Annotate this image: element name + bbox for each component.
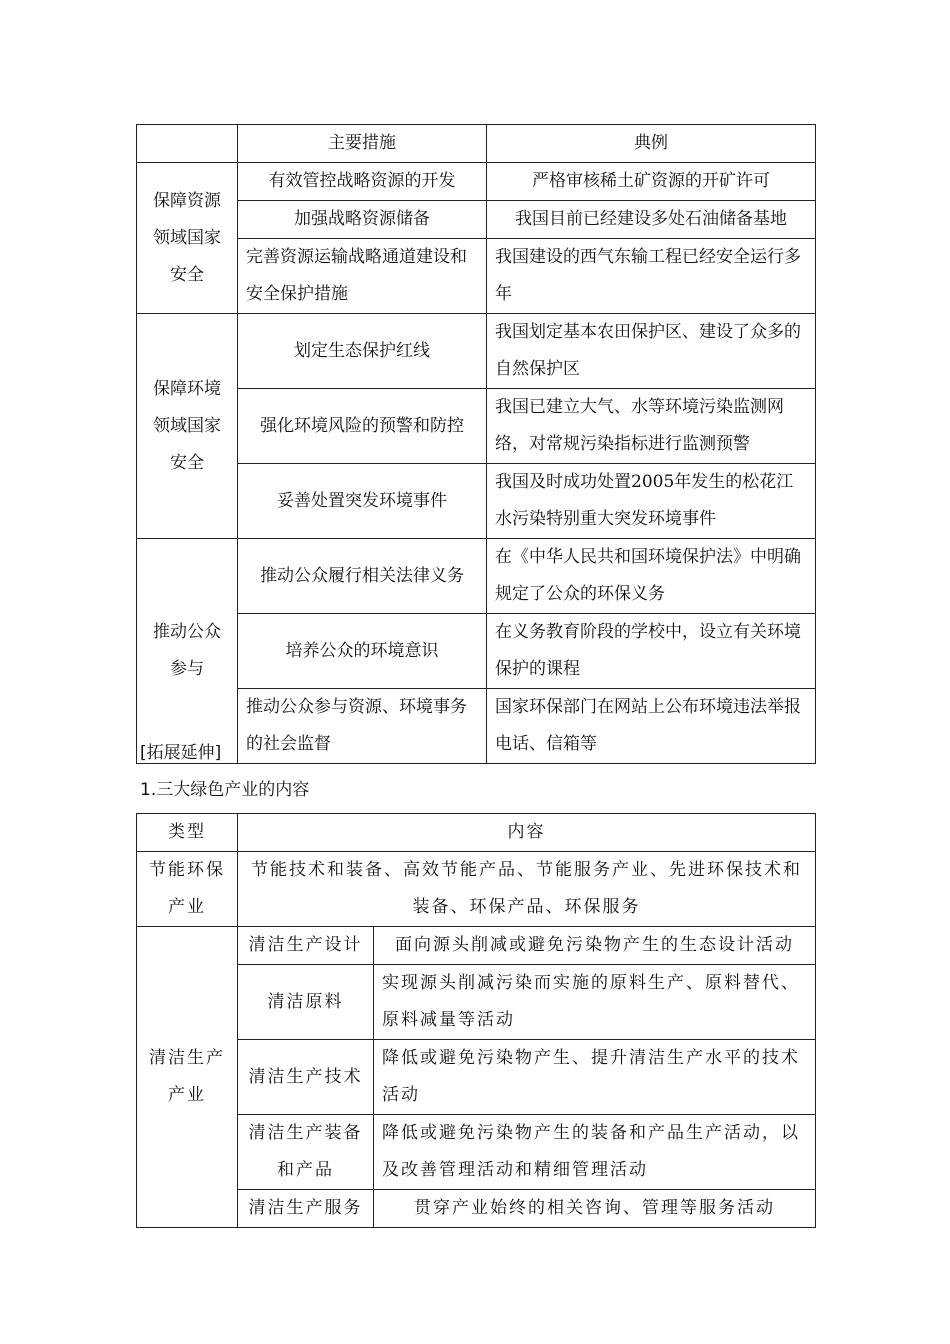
table-header-row (137, 814, 816, 852)
table-row (137, 852, 816, 927)
example-cell: 在义务教育阶段的学校中，设立有关环境保护的课程 (487, 614, 816, 689)
content-cell: 贯穿产业始终的相关咨询、管理等服务活动 (374, 1190, 816, 1228)
example-cell: 我国及时成功处置2005年发生的松花江水污染特别重大突发环境事件 (487, 464, 816, 539)
category-cell: 保障资源领域国家安全 (137, 163, 238, 314)
subcategory-cell: 清洁生产技术 (238, 1040, 374, 1115)
table-row (137, 163, 816, 201)
example-cell: 在《中华人民共和国环境保护法》中明确规定了公众的环保义务 (487, 539, 816, 614)
table-row (137, 314, 816, 389)
measure-cell: 划定生态保护红线 (238, 314, 487, 389)
header-blank-cell (137, 125, 238, 163)
example-cell: 我国已建立大气、水等环境污染监测网络，对常规污染指标进行监测预警 (487, 389, 816, 464)
subcategory-cell: 清洁原料 (238, 965, 374, 1040)
content-cell: 降低或避免污染物产生的装备和产品生产活动，以及改善管理活动和精细管理活动 (374, 1115, 816, 1190)
table-row (137, 927, 816, 965)
subcategory-cell: 清洁生产设计 (238, 927, 374, 965)
table-row (137, 389, 816, 464)
section-title: 1.三大绿色产业的内容 (140, 780, 310, 800)
header-measures: 主要措施 (238, 125, 487, 163)
measure-cell: 培养公众的环境意识 (238, 614, 487, 689)
header-type: 类型 (137, 814, 238, 852)
table-row (137, 539, 816, 614)
category-cell: 保障环境领域国家安全 (137, 314, 238, 539)
extension-heading: [拓展延伸] (140, 743, 222, 763)
content-cell: 降低或避免污染物产生、提升清洁生产水平的技术活动 (374, 1040, 816, 1115)
measure-cell: 强化环境风险的预警和防控 (238, 389, 487, 464)
measure-cell: 妥善处置突发环境事件 (238, 464, 487, 539)
example-cell: 严格审核稀土矿资源的开矿许可 (487, 163, 816, 201)
example-cell: 我国目前已经建设多处石油储备基地 (487, 201, 816, 239)
subcategory-cell: 清洁生产装备和产品 (238, 1115, 374, 1190)
table-row (137, 239, 816, 314)
green-industries-table (136, 813, 816, 1228)
measure-cell: 加强战略资源储备 (238, 201, 487, 239)
table-row (137, 201, 816, 239)
subcategory-cell: 清洁生产服务 (238, 1190, 374, 1228)
table-header-row (137, 125, 816, 163)
header-examples: 典例 (487, 125, 816, 163)
table-row (137, 614, 816, 689)
table-row (137, 1190, 816, 1228)
industry-content-cell: 节能技术和装备、高效节能产品、节能服务产业、先进环保技术和装备、环保产品、环保服务 (238, 852, 816, 927)
table-row (137, 1040, 816, 1115)
content-cell: 实现源头削减污染而实施的原料生产、原料替代、原料减量等活动 (374, 965, 816, 1040)
example-cell: 我国划定基本农田保护区、建设了众多的自然保护区 (487, 314, 816, 389)
content-cell: 面向源头削减或避免污染物产生的生态设计活动 (374, 927, 816, 965)
category-cell: 推动公众参与 (137, 539, 238, 764)
security-measures-table (136, 124, 816, 764)
measure-cell: 推动公众参与资源、环境事务的社会监督 (238, 689, 487, 764)
measure-cell: 完善资源运输战略通道建设和安全保护措施 (238, 239, 487, 314)
header-content: 内容 (238, 814, 816, 852)
table-row (137, 689, 816, 764)
industry-type-cell: 清洁生产产业 (137, 927, 238, 1228)
table-row (137, 965, 816, 1040)
example-cell: 国家环保部门在网站上公布环境违法举报电话、信箱等 (487, 689, 816, 764)
table-row (137, 1115, 816, 1190)
example-cell: 我国建设的西气东输工程已经安全运行多年 (487, 239, 816, 314)
industry-type-cell: 节能环保产业 (137, 852, 238, 927)
table-row (137, 464, 816, 539)
measure-cell: 推动公众履行相关法律义务 (238, 539, 487, 614)
measure-cell: 有效管控战略资源的开发 (238, 163, 487, 201)
